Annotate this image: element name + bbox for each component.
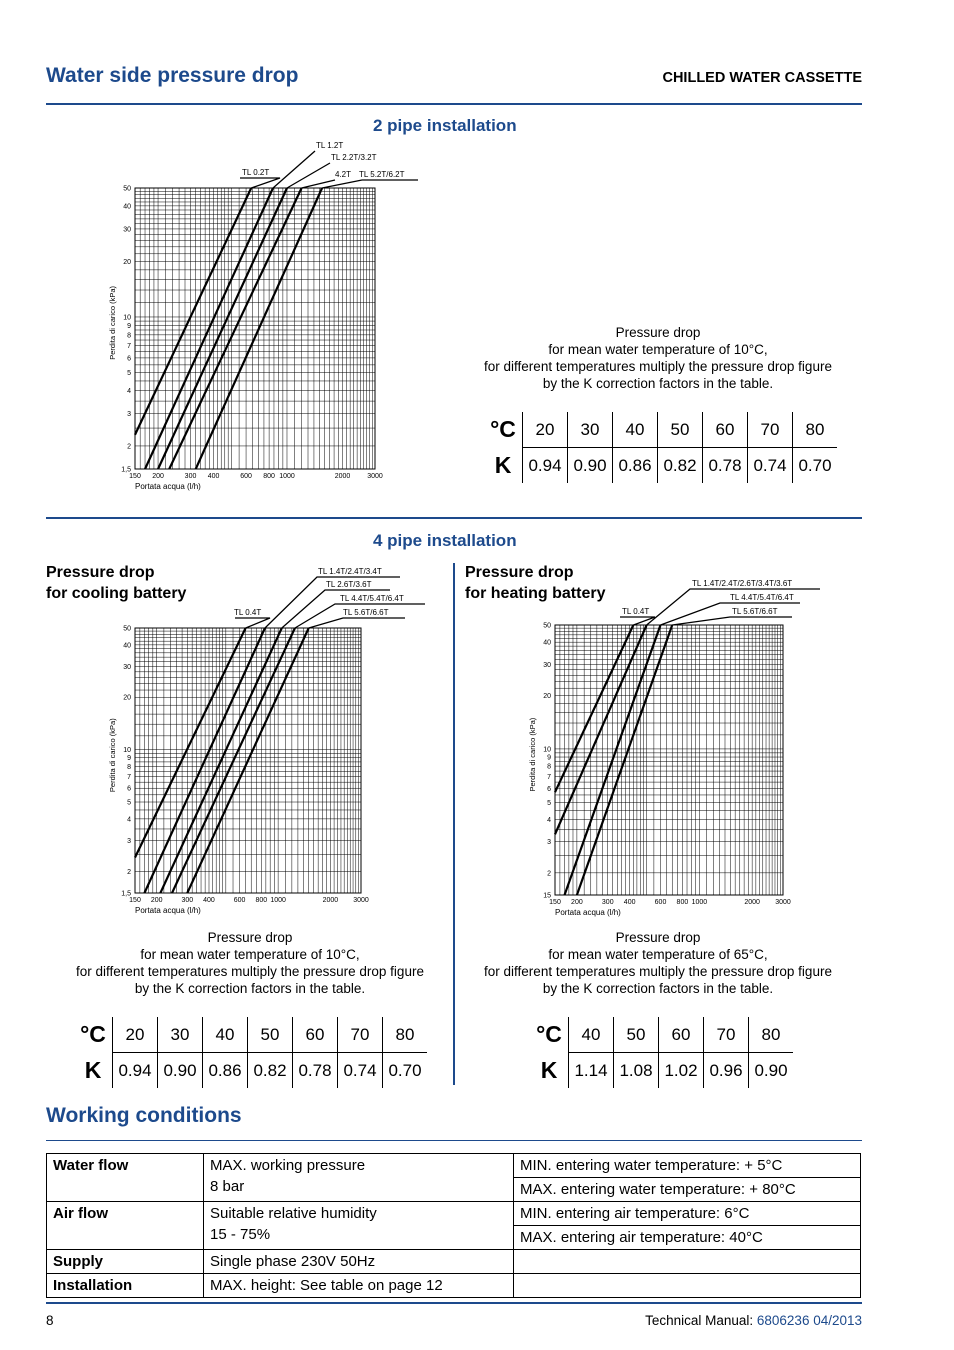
celsius-label: °C: [536, 1021, 562, 1048]
x-tick-label: 2000: [322, 897, 339, 904]
working-conditions-table: [46, 1153, 861, 1298]
k-table-cooling: [74, 1017, 427, 1088]
chart-2pipe: [100, 138, 430, 500]
x-tick-label: 150: [129, 473, 141, 480]
k-cell: 1.08: [614, 1053, 659, 1089]
series-label: TL 0.2T: [242, 168, 270, 177]
y-tick-label: 4: [547, 816, 551, 824]
section-2pipe-title: 2 pipe installation: [373, 116, 517, 135]
x-axis-label: Portata acqua (l/h): [135, 906, 201, 915]
x-tick-label: 600: [233, 897, 246, 904]
chart-heating: [520, 575, 840, 929]
leader-line: [309, 618, 405, 628]
x-tick-label: 1000: [279, 473, 295, 480]
series-label: TL 5.6T/6.6T: [732, 607, 778, 616]
y-tick-label: 3: [547, 839, 551, 847]
caption-line: for mean water temperature of 10°C,: [548, 342, 768, 357]
k-cell: 0.78: [703, 448, 748, 484]
y-tick-label: 1,5: [121, 890, 131, 898]
series-label: TL 5.6T/6.6T: [343, 608, 389, 617]
y-tick-label: 20: [123, 694, 131, 702]
y-tick-label: 8: [547, 763, 551, 771]
x-tick-label: 1000: [270, 897, 286, 904]
footer-rule: [46, 1302, 862, 1304]
y-tick-label: 4: [127, 387, 131, 395]
k-cell: 0.74: [338, 1053, 383, 1089]
k-cell: 0.70: [383, 1053, 428, 1089]
leader-line: [287, 163, 330, 188]
x-tick-label: 600: [654, 899, 667, 906]
y-tick-label: 9: [127, 322, 131, 330]
heading-line: Pressure drop: [46, 564, 155, 581]
y-tick-label: 10: [543, 746, 551, 754]
x-tick-label: 2000: [334, 473, 351, 480]
k-cell: 0.96: [704, 1053, 749, 1089]
section-rule: [46, 1140, 862, 1141]
x-tick-label: 200: [152, 473, 164, 480]
caption-line: by the K correction factors in the table.: [542, 981, 774, 996]
series-line: [135, 188, 251, 435]
caption-line: for different temperatures multiply the pressure drop figure: [484, 964, 832, 979]
y-tick-label: 3: [127, 410, 131, 418]
row-value: [204, 1154, 514, 1202]
temp-cell: 80: [383, 1017, 428, 1053]
temp-cell: 20: [523, 412, 568, 448]
temp-cell: 40: [569, 1017, 614, 1053]
y-tick-label: 5: [547, 799, 551, 807]
temp-cell: 30: [568, 412, 613, 448]
series-label: TL 1.4T/2.4T/3.4T: [318, 567, 382, 576]
y-tick-label: 8: [127, 763, 131, 771]
caption-line: for different temperatures multiply the pressure drop figure: [76, 964, 424, 979]
k-cell: 0.94: [113, 1053, 158, 1089]
k-cell: 1.14: [569, 1053, 614, 1089]
y-axis-label: Perdita di carico (kPa): [528, 717, 537, 792]
y-tick-label: 5: [127, 370, 131, 378]
celsius-label: °C: [490, 416, 516, 443]
leader-line: [661, 603, 800, 625]
row-label: Installation: [47, 1274, 204, 1298]
temp-cell: 50: [248, 1017, 293, 1053]
y-tick-label: 5: [127, 799, 131, 807]
y-tick-label: 50: [123, 185, 131, 193]
k-cell: 0.90: [158, 1053, 203, 1089]
series-label: TL 4.4T/5.4T/6.4T: [730, 593, 794, 602]
y-tick-label: 50: [543, 622, 551, 630]
row-label: Supply: [47, 1250, 204, 1274]
working-conditions-title: Working conditions: [46, 1104, 242, 1127]
x-tick-label: 800: [255, 897, 268, 904]
x-tick-label: 300: [181, 897, 194, 904]
x-tick-label: 2000: [744, 899, 760, 906]
manual-label: Technical Manual:: [645, 1313, 757, 1328]
value-line: MAX. working pressure: [210, 1157, 366, 1174]
k-cell: 0.94: [523, 448, 568, 484]
series-label: TL 0.4T: [622, 607, 650, 616]
caption-line: for mean water temperature of 10°C,: [140, 947, 360, 962]
y-tick-label: 1,5: [121, 466, 131, 474]
header-rule: [46, 103, 862, 105]
heading-line: Pressure drop: [465, 564, 574, 581]
value-line: Suitable relative humidity: [210, 1205, 377, 1222]
temp-cell: 70: [748, 412, 793, 448]
leader-line: [322, 180, 418, 188]
x-tick-label: 800: [263, 473, 275, 480]
x-tick-label: 1000: [691, 899, 708, 906]
x-axis-label: Portata acqua (l/h): [555, 908, 621, 917]
k-label: K: [494, 451, 512, 478]
caption-line: Pressure drop: [615, 325, 701, 340]
temp-cell: 70: [704, 1017, 749, 1053]
y-tick-label: 6: [127, 785, 131, 793]
y-tick-label: 6: [127, 355, 131, 363]
series-label: TL 5.2T/6.2T: [359, 170, 405, 179]
series-label: TL 1.2T: [316, 141, 344, 150]
series-line: [145, 188, 273, 469]
leader-line: [273, 151, 315, 188]
caption-line: for mean water temperature of 65°C,: [548, 947, 768, 962]
y-tick-label: 50: [123, 625, 131, 633]
temp-cell: 70: [338, 1017, 383, 1053]
series-label: TL 4.4T/5.4T/6.4T: [340, 594, 404, 603]
value-line: 8 bar: [210, 1178, 245, 1195]
series-line: [196, 188, 322, 469]
temp-cell: 80: [793, 412, 838, 448]
series-label: TL 2.6T/3.6T: [326, 580, 372, 589]
y-tick-label: 40: [543, 639, 551, 647]
k-cell: 0.90: [568, 448, 613, 484]
x-tick-label: 200: [571, 899, 583, 906]
y-tick-label: 10: [123, 314, 131, 322]
heading-line: for cooling battery: [46, 585, 187, 602]
caption-2pipe: [462, 324, 854, 392]
y-tick-label: 10: [123, 747, 131, 755]
section-rule: [46, 517, 862, 519]
row-value: Single phase 230V 50Hz: [204, 1250, 514, 1274]
caption-line: Pressure drop: [615, 930, 701, 945]
k-table-heating: [530, 1017, 793, 1088]
caption-line: by the K correction factors in the table.: [134, 981, 366, 996]
y-tick-label: 7: [547, 773, 551, 781]
series-line: [172, 628, 295, 893]
x-tick-label: 800: [676, 899, 689, 906]
k-cell: 0.86: [203, 1053, 248, 1089]
y-tick-label: 20: [543, 693, 551, 701]
y-axis-label: Perdita di carico (kPa): [108, 718, 117, 793]
y-tick-label: 3: [127, 838, 131, 846]
row-right: [514, 1250, 861, 1274]
y-tick-label: 30: [123, 664, 131, 672]
caption-cooling: [54, 929, 446, 997]
y-tick-label: 6: [547, 785, 551, 793]
k-label: K: [540, 1056, 558, 1083]
row-right: MAX. entering water temperature: + 80°C: [514, 1178, 861, 1202]
temp-cell: 40: [613, 412, 658, 448]
y-tick-label: 30: [123, 226, 131, 234]
x-axis-label: Portata acqua (l/h): [135, 482, 201, 491]
y-tick-label: 40: [123, 642, 131, 650]
series-line: [169, 188, 301, 469]
leader-line: [235, 618, 270, 628]
row-right: MIN. entering water temperature: + 5°C: [514, 1154, 861, 1178]
x-tick-label: 200: [150, 897, 163, 904]
row-value: [204, 1202, 514, 1250]
x-tick-label: 150: [129, 897, 141, 904]
manual-code: 6806236 04/2013: [756, 1313, 862, 1328]
caption-heating: [462, 929, 854, 997]
y-tick-label: 30: [543, 661, 551, 669]
temp-cell: 50: [658, 412, 703, 448]
temp-cell: 40: [203, 1017, 248, 1053]
temp-cell: 80: [749, 1017, 794, 1053]
temp-cell: 30: [158, 1017, 203, 1053]
heading-line: for heating battery: [465, 585, 606, 602]
k-cell: 0.90: [749, 1053, 794, 1089]
y-tick-label: 7: [127, 343, 131, 351]
x-tick-label: 400: [203, 897, 215, 904]
plot-frame: [555, 625, 783, 895]
y-tick-label: 2: [127, 443, 131, 451]
y-axis-label: Perdita di carico (kPa): [108, 285, 117, 360]
row-label: Water flow: [47, 1154, 204, 1202]
k-cell: 0.70: [793, 448, 838, 484]
series-line: [577, 625, 672, 895]
y-tick-label: 7: [127, 774, 131, 782]
x-tick-label: 3000: [367, 473, 383, 480]
temp-cell: 60: [659, 1017, 704, 1053]
row-label: Air flow: [47, 1202, 204, 1250]
x-tick-label: 3000: [775, 899, 791, 906]
row-right: MAX. entering air temperature: 40°C: [514, 1226, 861, 1250]
series-label: TL 0.4T: [234, 608, 262, 617]
document-tag: CHILLED WATER CASSETTE: [662, 70, 862, 86]
caption-line: by the K correction factors in the table.: [542, 376, 774, 391]
y-tick-label: 20: [123, 258, 131, 266]
x-tick-label: 400: [207, 473, 220, 480]
y-tick-label: 2: [127, 868, 131, 876]
x-tick-label: 400: [623, 899, 636, 906]
leader-line: [620, 617, 655, 625]
page-title: Water side pressure drop: [46, 64, 299, 87]
series-label: TL 2.2T/3.2T: [331, 153, 377, 162]
y-tick-label: 2: [547, 870, 551, 878]
temp-cell: 60: [703, 412, 748, 448]
k-table-2pipe: [484, 412, 837, 483]
row-right: MIN. entering air temperature: 6°C: [514, 1202, 861, 1226]
y-tick-label: 9: [127, 755, 131, 763]
x-tick-label: 150: [549, 899, 561, 906]
row-value: MAX. height: See table on page 12: [204, 1274, 514, 1298]
series-line: [158, 188, 287, 469]
y-tick-label: 4: [127, 816, 131, 824]
y-tick-label: 8: [127, 332, 131, 340]
column-divider: [453, 563, 455, 1085]
k-cell: 0.74: [748, 448, 793, 484]
page-number: 8: [46, 1313, 54, 1328]
temp-cell: 60: [293, 1017, 338, 1053]
caption-line: for different temperatures multiply the pressure drop figure: [484, 359, 832, 374]
x-tick-label: 300: [184, 473, 197, 480]
k-cell: 0.82: [248, 1053, 293, 1089]
x-tick-label: 600: [240, 473, 252, 480]
caption-line: Pressure drop: [207, 930, 293, 945]
series-label: 4.2T: [335, 170, 352, 179]
k-cell: 1.02: [659, 1053, 704, 1089]
value-line: 15 - 75%: [210, 1226, 271, 1243]
temp-cell: 50: [614, 1017, 659, 1053]
x-tick-label: 300: [601, 899, 614, 906]
row-right: [514, 1274, 861, 1298]
x-tick-label: 3000: [353, 897, 369, 904]
chart-cooling: [100, 563, 440, 929]
section-4pipe-title: 4 pipe installation: [373, 531, 517, 550]
temp-cell: 20: [113, 1017, 158, 1053]
k-label: K: [84, 1056, 102, 1083]
series-label: TL 1.4T/2.4T/2.6T/3.4T/3.6T: [692, 579, 793, 588]
k-cell: 0.86: [613, 448, 658, 484]
k-cell: 0.82: [658, 448, 703, 484]
y-tick-label: 40: [123, 203, 131, 211]
leader-line: [672, 617, 792, 625]
k-cell: 0.78: [293, 1053, 338, 1089]
series-line: [160, 628, 281, 893]
y-tick-label: 9: [547, 754, 551, 762]
manual-reference: [645, 1313, 862, 1328]
y-tick-label: 15: [543, 892, 551, 900]
celsius-label: °C: [80, 1021, 106, 1048]
